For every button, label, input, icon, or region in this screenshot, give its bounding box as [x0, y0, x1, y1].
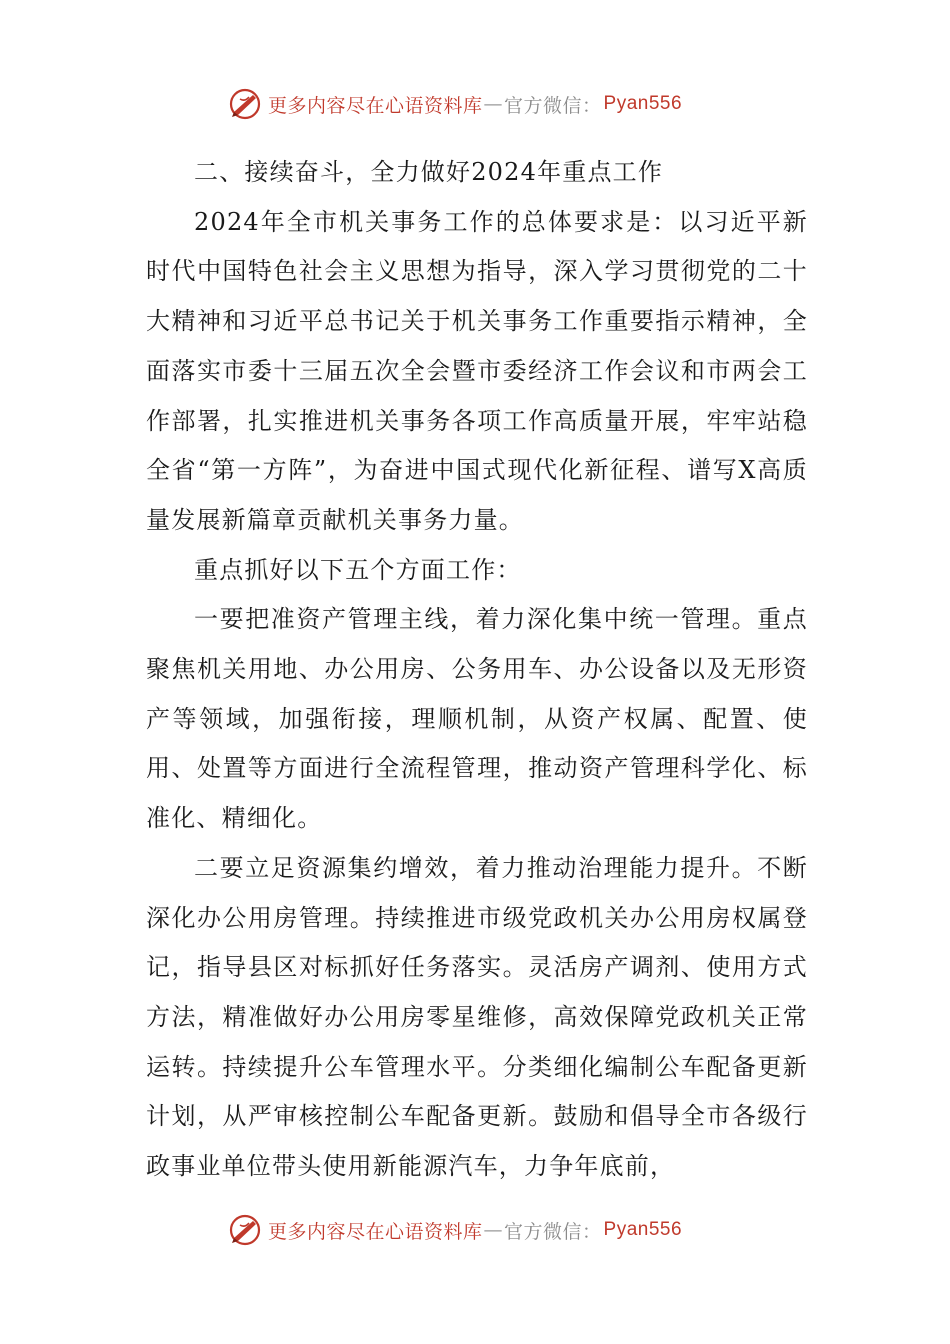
section-heading: 二、接续奋斗，全力做好2024年重点工作	[194, 158, 664, 186]
paragraph-overall-requirements: 2024年全市机关事务工作的总体要求是：以习近平新时代中国特色社会主义思想为指导，深入学习贯彻党的二十大精神和习近平总书记关于机关事务工作重要指示精神，全面落实市委十三届五次全会暨市委经济工作会议和市两会工作部署，扎实推进机关事务各项工作高质量开展，牢牢站稳全省“第一方阵”，为奋进中国式现代化新征程、谱写X高质量发展新篇章贡献机关事务力量。	[146, 207, 808, 534]
banner-dash: —	[483, 1219, 504, 1241]
pen-logo-icon	[228, 1213, 262, 1247]
paragraph-asset-management: 一要把准资产管理主线，着力深化集中统一管理。重点聚焦机关用地、办公用房、公务用车、办公设备以及无形资产等领域，加强衔接，理顺机制，从资产权属、配置、使用、处置等方面进行全流程管理，推动资产管理科学化、标准化、精细化。	[146, 605, 808, 833]
footer-watermark-banner	[228, 1212, 682, 1248]
paragraph-five-aspects-intro: 重点抓好以下五个方面工作：	[194, 555, 522, 584]
banner-wechat-label: 官方微信：	[504, 1220, 602, 1243]
banner-wechat-label: 官方微信：	[504, 94, 602, 117]
paragraph-resource-efficiency: 二要立足资源集约增效，着力推动治理能力提升。不断深化办公用房管理。持续推进市级党政机关办公用房权属登记，指导县区对标抓好任务落实。灵活房产调剂、使用方式方法，精准做好办公用房零星维修，高效保障党政机关正常运转。持续提升公车管理水平。分类细化编制公车配备更新计划，从严审核控制公车配备更新。鼓励和倡导全市各级行政事业单位带头使用新能源汽车，力争年底前，	[146, 853, 808, 1181]
banner-brand-text: 更多内容尽在心语资料库	[268, 1220, 483, 1243]
banner-wechat-id: Pyan556	[603, 93, 683, 114]
banner-brand-text: 更多内容尽在心语资料库	[268, 94, 483, 117]
pen-logo-icon	[228, 87, 262, 121]
document-body	[146, 148, 808, 1192]
banner-dash: —	[483, 93, 504, 115]
header-watermark-banner	[228, 86, 682, 122]
banner-wechat-id: Pyan556	[603, 1219, 683, 1240]
